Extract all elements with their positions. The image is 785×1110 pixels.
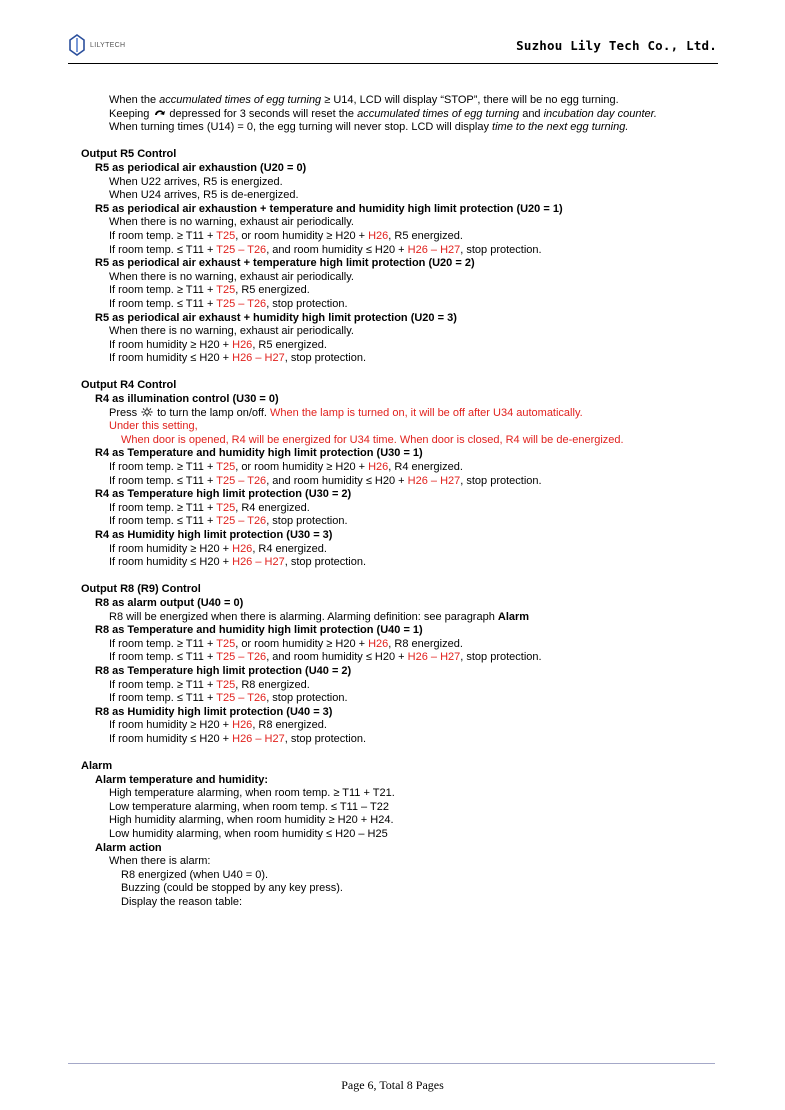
header-divider <box>68 63 718 64</box>
text-line: Low temperature alarming, when room temp. ≤ T11 – T22 <box>109 800 389 813</box>
egg-turn-key-icon <box>152 108 166 118</box>
subsection-heading: R5 as periodical air exhaust + temperature high limit protection (U20 = 2) <box>95 257 475 270</box>
subsection-heading: R5 as periodical air exhaustion + temperature and humidity high limit protection (U20 = 1) <box>95 202 563 215</box>
text-line: If room temp. ≤ T11 + T25 – T26, stop protection. <box>109 515 348 528</box>
subsection-heading: Alarm temperature and humidity: <box>95 773 268 786</box>
text-line: If room temp. ≥ T11 + T25, R8 energized. <box>109 678 310 691</box>
text-line: R8 energized (when U40 = 0). <box>121 868 269 881</box>
subsection-heading: R8 as Temperature and humidity high limit protection (U40 = 1) <box>95 624 423 637</box>
text-line: Buzzing (could be stopped by any key press). <box>121 882 343 895</box>
text-line: Press to turn the lamp on/off. When the lamp is turned on, it will be off after U34 automatically. <box>109 406 583 419</box>
section-heading: Output R4 Control <box>81 379 177 392</box>
text-line: Under this setting, <box>109 420 198 433</box>
subsection-heading: R4 as Temperature and humidity high limit protection (U30 = 1) <box>95 447 423 460</box>
subsection-heading: R4 as Humidity high limit protection (U30 = 3) <box>95 529 333 541</box>
text-line: High temperature alarming, when room temp. ≥ T11 + T21. <box>109 787 395 800</box>
text-line: If room temp. ≤ T11 + T25 – T26, stop protection. <box>109 297 348 310</box>
lilytech-logo-icon <box>68 34 86 56</box>
text-line: If room temp. ≥ T11 + T25, or room humidity ≥ H20 + H26, R8 energized. <box>109 637 463 650</box>
text-line: Keeping depressed for 3 seconds will reset the accumulated times of egg turning and incubation day counter. <box>109 107 657 120</box>
text-line: If room temp. ≤ T11 + T25 – T26, stop protection. <box>109 692 348 705</box>
text-line: Low humidity alarming, when room humidity ≤ H20 – H25 <box>109 828 388 841</box>
section-heading: Alarm <box>81 760 113 773</box>
text-line: When U22 arrives, R5 is energized. <box>109 175 283 188</box>
text-line: When there is no warning, exhaust air periodically. <box>109 216 354 229</box>
subsection-heading: R4 as illumination control (U30 = 0) <box>95 393 279 406</box>
subsection-heading: R5 as periodical air exhaustion (U20 = 0) <box>95 161 307 174</box>
subsection-heading: R8 as Humidity high limit protection (U40 = 3) <box>95 705 333 718</box>
text-line: If room temp. ≥ T11 + T25, R4 energized. <box>109 501 310 514</box>
subsection-heading: R4 as Temperature high limit protection (U30 = 2) <box>95 488 352 501</box>
page-content <box>81 94 741 910</box>
company-logo <box>68 34 125 56</box>
text-line: When U24 arrives, R5 is de-energized. <box>109 189 299 202</box>
text-line: High humidity alarming, when room humidity ≥ H20 + H24. <box>109 814 394 827</box>
text-line: If room humidity ≤ H20 + H26 – H27, stop protection. <box>109 556 367 569</box>
text-line: When there is no warning, exhaust air periodically. <box>109 270 354 283</box>
section-heading: Output R8 (R9) Control <box>81 583 201 596</box>
subsection-heading: Alarm action <box>95 841 162 854</box>
logo-text: LILYTECH <box>90 41 126 49</box>
text-line: When turning times (U14) = 0, the egg turning will never stop. LCD will display time to the next egg turning. <box>109 121 629 134</box>
text-line: When the accumulated times of egg turning ≥ U14, LCD will display “STOP”, there will be no egg turning. <box>109 94 619 106</box>
text-line: If room humidity ≥ H20 + H26, R5 energized. <box>109 338 327 351</box>
text-line: When there is no warning, exhaust air periodically. <box>109 325 354 338</box>
text-line: If room temp. ≤ T11 + T25 – T26, and room humidity ≤ H20 + H26 – H27, stop protection. <box>109 651 542 664</box>
text-line: If room humidity ≤ H20 + H26 – H27, stop protection. <box>109 732 367 745</box>
text-line: If room humidity ≥ H20 + H26, R8 energized. <box>109 719 327 732</box>
text-line: If room humidity ≥ H20 + H26, R4 energized. <box>109 542 327 555</box>
text-line: If room temp. ≥ T11 + T25, or room humidity ≥ H20 + H26, R4 energized. <box>109 461 463 474</box>
text-line: When there is alarm: <box>109 855 211 868</box>
footer-divider <box>68 1063 715 1064</box>
text-line: When door is opened, R4 will be energized for U34 time. When door is closed, R4 will be de-energized. <box>121 433 624 446</box>
text-line: Display the reason table: <box>121 896 243 909</box>
text-line: If room temp. ≤ T11 + T25 – T26, and room humidity ≤ H20 + H26 – H27, stop protection. <box>109 243 542 256</box>
text-line: If room humidity ≤ H20 + H26 – H27, stop protection. <box>109 352 367 365</box>
company-name: Suzhou Lily Tech Co., Ltd. <box>516 38 717 53</box>
page-number: Page 6, Total 8 Pages <box>341 1078 444 1092</box>
subsection-heading: R8 as Temperature high limit protection (U40 = 2) <box>95 664 352 677</box>
section-heading: Output R5 Control <box>81 148 177 161</box>
text-line: If room temp. ≥ T11 + T25, or room humidity ≥ H20 + H26, R5 energized. <box>109 229 463 242</box>
subsection-heading: R8 as alarm output (U40 = 0) <box>95 596 244 609</box>
text-line: If room temp. ≥ T11 + T25, R5 energized. <box>109 284 310 297</box>
lamp-key-icon <box>140 407 154 417</box>
text-line: R8 will be energized when there is alarming. Alarming definition: see paragraph Alarm <box>109 610 530 623</box>
text-line: If room temp. ≤ T11 + T25 – T26, and room humidity ≤ H20 + H26 – H27, stop protection. <box>109 474 542 487</box>
subsection-heading: R5 as periodical air exhaust + humidity high limit protection (U20 = 3) <box>95 311 457 324</box>
